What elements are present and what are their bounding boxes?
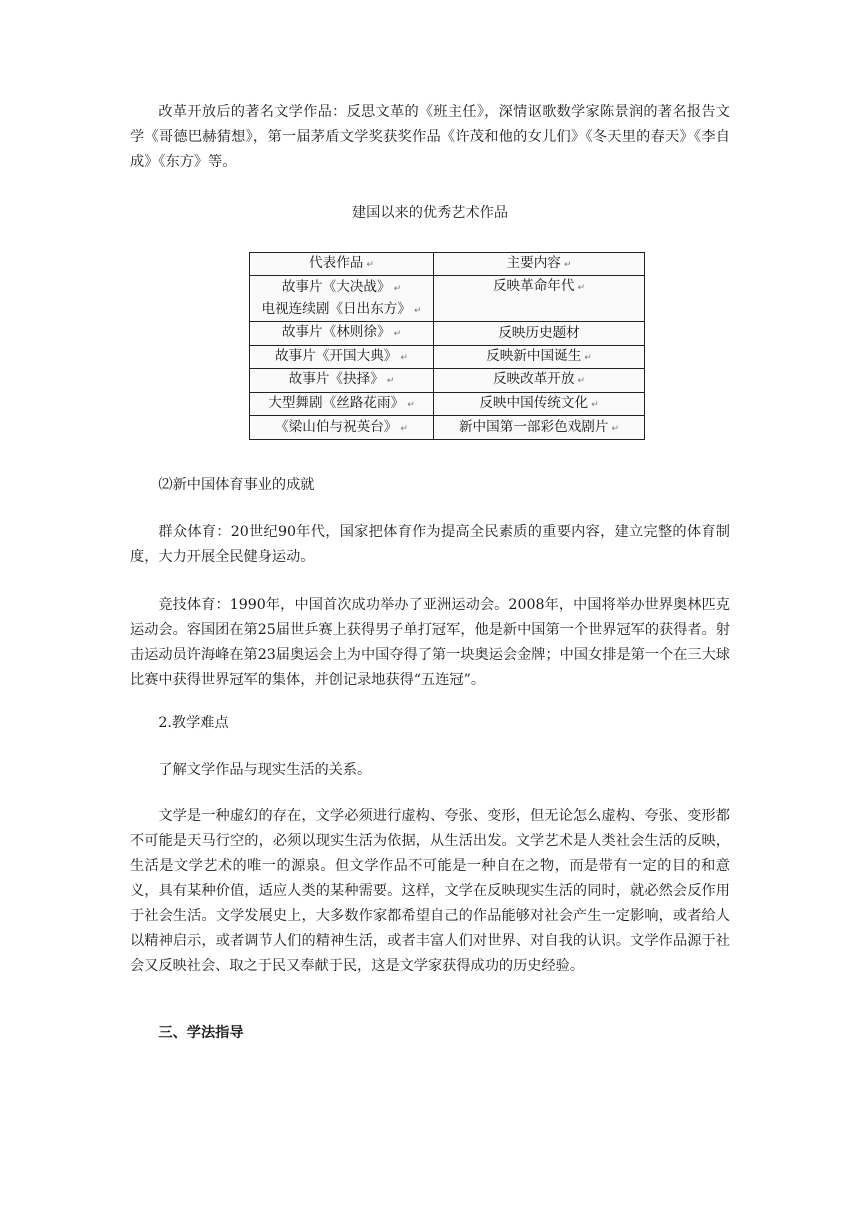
paragraph-competitive-sports: 竞技体育：1990年，中国首次成功举办了亚洲运动会。2008年，中国将举办世界奥林匹克运动会。容国团在第25届世乒赛上获得男子单打冠军，他是新中国第一个世界冠军的获得者。射击运动员许海峰在第23届奥运会上为中国夺得了第一块奥运会金牌；中国女排是第一个在三大球比赛中获得世界冠军的集体，并创记录地获得“五连冠”。 [130,597,730,688]
art-works-table-image [249,252,644,440]
paragraph-literary-works: 改革开放后的著名文学作品：反思文革的《班主任》，深情讴歌数学家陈景润的著名报告文学《哥德巴赫猜想》，第一届茅盾文学奖获奖作品《许茂和他的女儿们》《冬天里的春天》《李自成》《东方》等。 [130,104,730,170]
table-row [250,369,645,393]
table-row [250,276,645,322]
table-cell-works: 故事片《抉择》 ↵ [250,369,434,393]
table-caption: 建国以来的优秀艺术作品 [351,205,509,221]
paragraph-difficulty-topic: 了解文学作品与现实生活的关系。 [158,762,372,778]
table-cell-content: 反映历史题材 [434,322,645,346]
art-works-table [249,252,645,440]
table-cell-content: 反映改革开放 ↵ [434,369,645,393]
table-cell-content: 反映新中国诞生 ↵ [434,345,645,369]
table-cell-content: 新中国第一部彩色戏剧片 ↵ [434,416,645,440]
table-header-row [250,253,645,276]
section-heading-teaching-difficulty: 2.教学难点 [158,715,229,731]
table-row [250,322,645,346]
table-cell-works: 故事片《开国大典》 ↵ [250,345,434,369]
table-cell-content: 反映中国传统文化 ↵ [434,392,645,416]
table-header-cell: 主要内容 ↵ [434,253,645,276]
paragraph-literature-and-life: 文学是一种虚幻的存在，文学必须进行虚构、夸张、变形，但无论怎么虚构、夸张、变形都不可能是天马行空的，必须以现实生活为依据，从生活出发。文学艺术是人类社会生活的反映，生活是文学艺术的唯一的源泉。但文学作品不可能是一种自在之物，而是带有一定的目的和意义，具有某种价值，适应人类的某种需要。这样，文学在反映现实生活的同时，就必然会反作用于社会生活。文学发展史上，大多数作家都希望自己的作品能够对社会产生一定影响，或者给人以精神启示，或者调节人们的精神生活，或者丰富人们对世界、对自我的认识。文学作品源于社会又反映社会、取之于民又奉献于民，这是文学家获得成功的历史经验。 [130,808,730,974]
table-cell-works: 故事片《林则徐》 ↵ [250,322,434,346]
table-cell-works: 故事片《大决战》 ↵ 电视连续剧《日出东方》 ↵ [250,276,434,322]
table-row [250,392,645,416]
table-row [250,416,645,440]
table-cell-works: 《梁山伯与祝英台》 ↵ [250,416,434,440]
table-row [250,345,645,369]
table-cell-content: 反映革命年代 ↵ [434,276,645,322]
section-heading-sports: ⑵新中国体育事业的成就 [158,477,315,493]
paragraph-mass-sports: 群众体育：20世纪90年代，国家把体育作为提高全民素质的重要内容，建立完整的体育制度，大力开展全民健身运动。 [130,524,730,565]
table-cell-works: 大型舞剧《丝路花雨》 ↵ [250,392,434,416]
table-header-cell: 代表作品 ↵ [250,253,434,276]
section-heading-study-guidance: 三、学法指导 [158,1025,244,1041]
